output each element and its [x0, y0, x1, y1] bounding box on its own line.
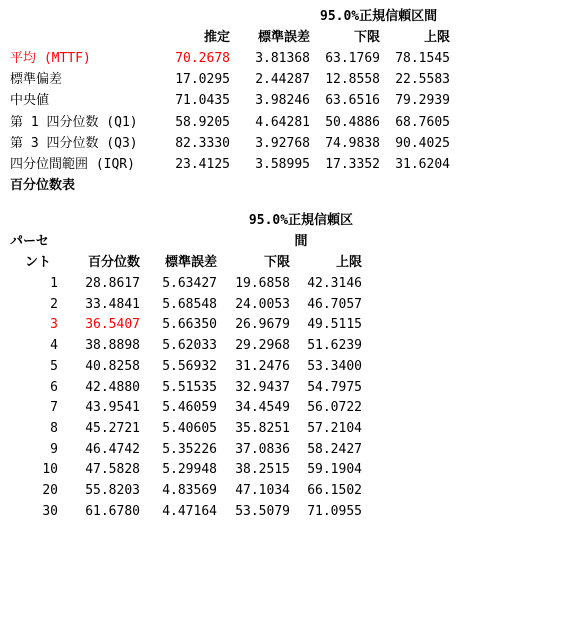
summary-col-upper: 上限 [423, 30, 450, 45]
summary-cell-upper: 90.4025 [395, 136, 450, 151]
percentile-col-lower: 下限 [263, 255, 290, 270]
percentile-cell-p: 3 [50, 317, 58, 332]
percentile-cell-se: 5.29948 [162, 462, 217, 477]
percentile-col-upper: 上限 [335, 255, 362, 270]
summary-row-label: 平均 (MTTF) [10, 51, 91, 66]
percentile-cell-p: 6 [50, 380, 58, 395]
percentile-cell-upper: 54.7975 [307, 380, 362, 395]
percentile-cell-se: 5.35226 [162, 442, 217, 457]
percentile-cell-lower: 19.6858 [235, 276, 290, 291]
summary-cell-upper: 22.5583 [395, 72, 450, 87]
percentile-cell-value: 47.5828 [85, 462, 140, 477]
percentile-cell-upper: 71.0955 [307, 504, 362, 519]
percentile-cell-upper: 66.1502 [307, 483, 362, 498]
summary-cell-estimate: 70.2678 [175, 51, 230, 66]
summary-row-label: 第 3 四分位数 (Q3) [10, 136, 138, 151]
percentile-cell-upper: 58.2427 [307, 442, 362, 457]
summary-cell-estimate: 17.0295 [175, 72, 230, 87]
percentile-cell-lower: 38.2515 [235, 462, 290, 477]
summary-cell-upper: 79.2939 [395, 93, 450, 108]
percentile-col-value: 百分位数 [87, 255, 140, 270]
summary-cell-se: 4.64281 [255, 115, 310, 130]
percentile-table-title: 百分位数表 [10, 178, 76, 193]
percentile-ci-header-line1: 95.0%正規信頼区 [248, 213, 354, 228]
percentile-cell-lower: 29.2968 [235, 338, 290, 353]
percentile-cell-value: 33.4841 [85, 297, 140, 312]
percentile-cell-value: 28.8617 [85, 276, 140, 291]
summary-cell-se: 3.58995 [255, 157, 310, 172]
percentile-cell-se: 5.63427 [162, 276, 217, 291]
percentile-cell-p: 30 [42, 504, 58, 519]
summary-cell-se: 3.81368 [255, 51, 310, 66]
percentile-cell-upper: 56.0722 [307, 400, 362, 415]
summary-row-label: 中央値 [10, 93, 50, 108]
percentile-cell-se: 5.40605 [162, 421, 217, 436]
percentile-cell-value: 42.4880 [85, 380, 140, 395]
summary-cell-upper: 68.7605 [395, 115, 450, 130]
percentile-cell-value: 40.8258 [85, 359, 140, 374]
summary-ci-header: 95.0%正規信頼区間 [320, 9, 438, 24]
percentile-cell-p: 9 [50, 442, 58, 457]
percentile-cell-p: 1 [50, 276, 58, 291]
percentile-cell-lower: 32.9437 [235, 380, 290, 395]
percentile-cell-p: 20 [42, 483, 58, 498]
percentile-ci-header-line2: 間 [294, 234, 308, 249]
percentile-cell-lower: 47.1034 [235, 483, 290, 498]
percentile-cell-p: 5 [50, 359, 58, 374]
percentile-cell-value: 36.5407 [85, 317, 140, 332]
percentile-cell-upper: 57.2104 [307, 421, 362, 436]
percentile-cell-upper: 51.6239 [307, 338, 362, 353]
percentile-cell-lower: 31.2476 [235, 359, 290, 374]
summary-cell-lower: 17.3352 [325, 157, 380, 172]
percentile-cell-lower: 37.0836 [235, 442, 290, 457]
percentile-cell-se: 5.51535 [162, 380, 217, 395]
percentile-cell-value: 61.6780 [85, 504, 140, 519]
summary-cell-lower: 63.1769 [325, 51, 380, 66]
percentile-cell-lower: 35.8251 [235, 421, 290, 436]
percentile-cell-p: 10 [42, 462, 58, 477]
summary-col-estimate: 推定 [203, 30, 230, 45]
percentile-cell-upper: 46.7057 [307, 297, 362, 312]
percentile-cell-se: 5.62033 [162, 338, 217, 353]
percentile-cell-lower: 53.5079 [235, 504, 290, 519]
percentile-cell-upper: 53.3400 [307, 359, 362, 374]
percentile-cell-value: 43.9541 [85, 400, 140, 415]
summary-cell-se: 3.98246 [255, 93, 310, 108]
summary-cell-lower: 50.4886 [325, 115, 380, 130]
summary-cell-lower: 12.8558 [325, 72, 380, 87]
summary-cell-upper: 78.1545 [395, 51, 450, 66]
summary-row-label: 標準偏差 [10, 72, 63, 87]
summary-col-lower: 下限 [353, 30, 380, 45]
percentile-cell-value: 55.8203 [85, 483, 140, 498]
summary-cell-upper: 31.6204 [395, 157, 450, 172]
percentile-cell-value: 45.2721 [85, 421, 140, 436]
percentile-cell-lower: 34.4549 [235, 400, 290, 415]
percentile-cell-upper: 42.3146 [307, 276, 362, 291]
percentile-cell-se: 5.68548 [162, 297, 217, 312]
summary-cell-estimate: 23.4125 [175, 157, 230, 172]
summary-cell-lower: 63.6516 [325, 93, 380, 108]
summary-cell-estimate: 71.0435 [175, 93, 230, 108]
percentile-cell-se: 5.66350 [162, 317, 217, 332]
summary-row-label: 第 1 四分位数 (Q1) [10, 115, 138, 130]
summary-cell-lower: 74.9838 [325, 136, 380, 151]
percentile-cell-lower: 26.9679 [235, 317, 290, 332]
percentile-cell-p: 8 [50, 421, 58, 436]
summary-cell-estimate: 82.3330 [175, 136, 230, 151]
percentile-cell-se: 5.46059 [162, 400, 217, 415]
summary-row-label: 四分位間範囲 (IQR) [10, 157, 135, 172]
summary-cell-se: 3.92768 [255, 136, 310, 151]
summary-cell-se: 2.44287 [255, 72, 310, 87]
percentile-cell-p: 7 [50, 400, 58, 415]
percentile-cell-se: 4.47164 [162, 504, 217, 519]
percentile-cell-upper: 49.5115 [307, 317, 362, 332]
percentile-cell-upper: 59.1904 [307, 462, 362, 477]
percentile-cell-se: 4.83569 [162, 483, 217, 498]
percentile-cell-p: 4 [50, 338, 58, 353]
percent-header-line1: パーセ [10, 234, 49, 249]
percentile-cell-value: 46.4742 [85, 442, 140, 457]
percentile-col-se: 標準誤差 [164, 255, 217, 270]
summary-cell-estimate: 58.9205 [175, 115, 230, 130]
percent-header-line2: ント [25, 255, 52, 270]
summary-col-se: 標準誤差 [257, 30, 310, 45]
percentile-cell-value: 38.8898 [85, 338, 140, 353]
percentile-cell-se: 5.56932 [162, 359, 217, 374]
percentile-cell-p: 2 [50, 297, 58, 312]
percentile-cell-lower: 24.0053 [235, 297, 290, 312]
